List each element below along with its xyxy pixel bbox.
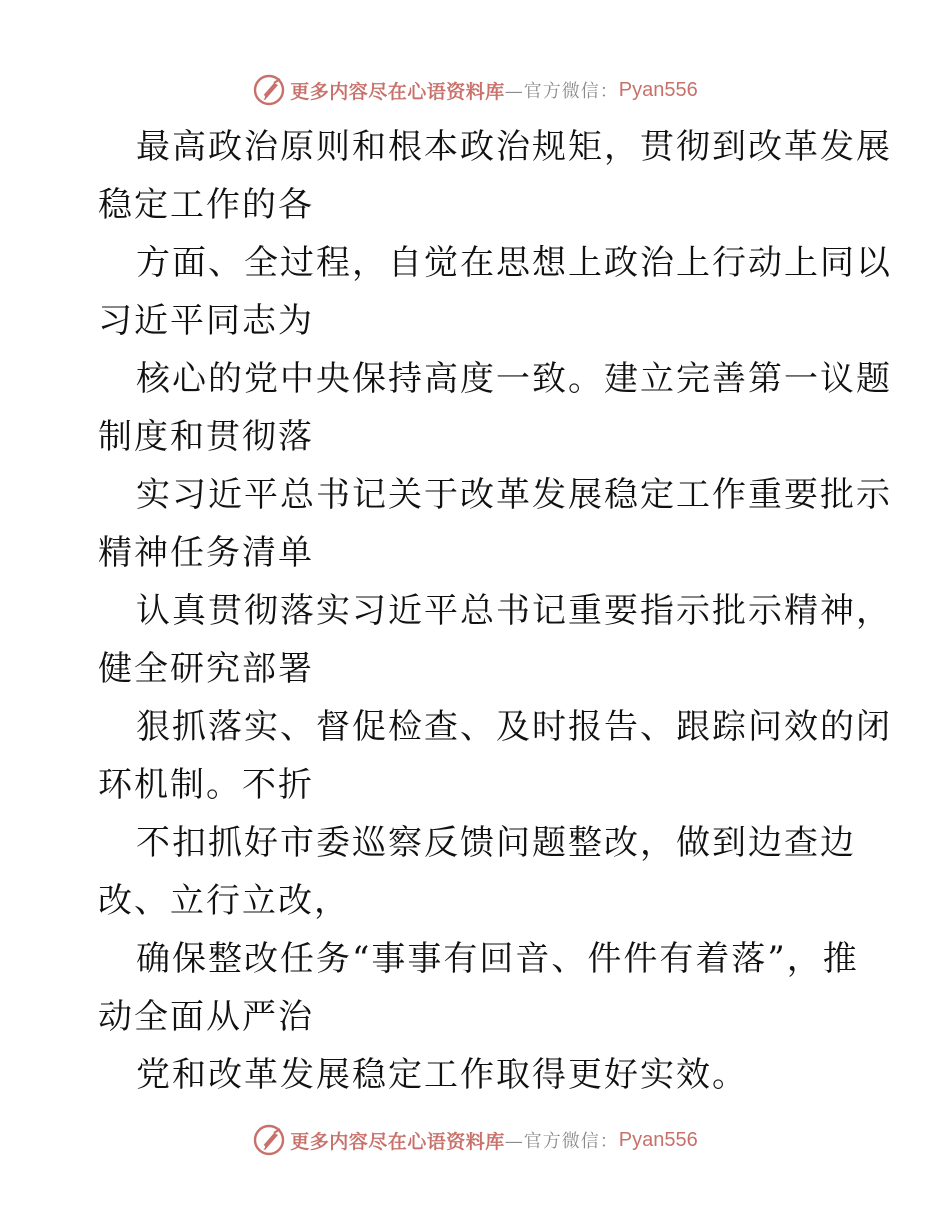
header-brand-text: 更多内容尽在心语资料库 xyxy=(290,80,505,103)
footer-brand-text: 更多内容尽在心语资料库 xyxy=(290,1130,505,1153)
text-line: 实习近平总书记关于改革发展稳定工作重要批示 xyxy=(136,475,892,515)
header-banner-text xyxy=(290,77,697,104)
header-wechat-id: Pyan556 xyxy=(618,78,698,101)
footer-wechat-id: Pyan556 xyxy=(618,1128,698,1151)
header-official-text: —官方微信： xyxy=(504,81,619,102)
text-line: 稳定工作的各 xyxy=(98,185,314,225)
footer-banner xyxy=(0,1120,950,1160)
footer-banner-text xyxy=(290,1127,697,1154)
header-banner xyxy=(0,70,950,110)
text-line: 健全研究部署 xyxy=(98,649,314,689)
text-line: 制度和贯彻落 xyxy=(98,417,314,457)
quill-pen-logo-icon xyxy=(252,1123,286,1157)
text-line: 改、立行立改， xyxy=(98,881,350,921)
text-line: 最高政治原则和根本政治规矩，贯彻到改革发展 xyxy=(136,127,892,167)
footer-official-text: —官方微信： xyxy=(504,1131,619,1152)
text-line: 核心的党中央保持高度一致。建立完善第一议题 xyxy=(136,359,892,399)
text-line: 环机制。不折 xyxy=(98,765,314,805)
text-line: 精神任务清单 xyxy=(98,533,314,573)
document-body xyxy=(98,118,892,1104)
text-line: 不扣抓好市委巡察反馈问题整改，做到边查边 xyxy=(136,823,856,863)
text-line: 党和改革发展稳定工作取得更好实效。 xyxy=(136,1055,748,1095)
text-line: 习近平同志为 xyxy=(98,301,314,341)
text-line: 动全面从严治 xyxy=(98,997,314,1037)
text-line: 认真贯彻落实习近平总书记重要指示批示精神， xyxy=(136,591,892,631)
text-line: 狠抓落实、督促检查、及时报告、跟踪问效的闭 xyxy=(136,707,892,747)
text-line: 确保整改任务“事事有回音、件件有着落”，推 xyxy=(136,939,859,979)
text-line: 方面、全过程，自觉在思想上政治上行动上同以 xyxy=(136,243,892,283)
quill-pen-logo-icon xyxy=(252,73,286,107)
